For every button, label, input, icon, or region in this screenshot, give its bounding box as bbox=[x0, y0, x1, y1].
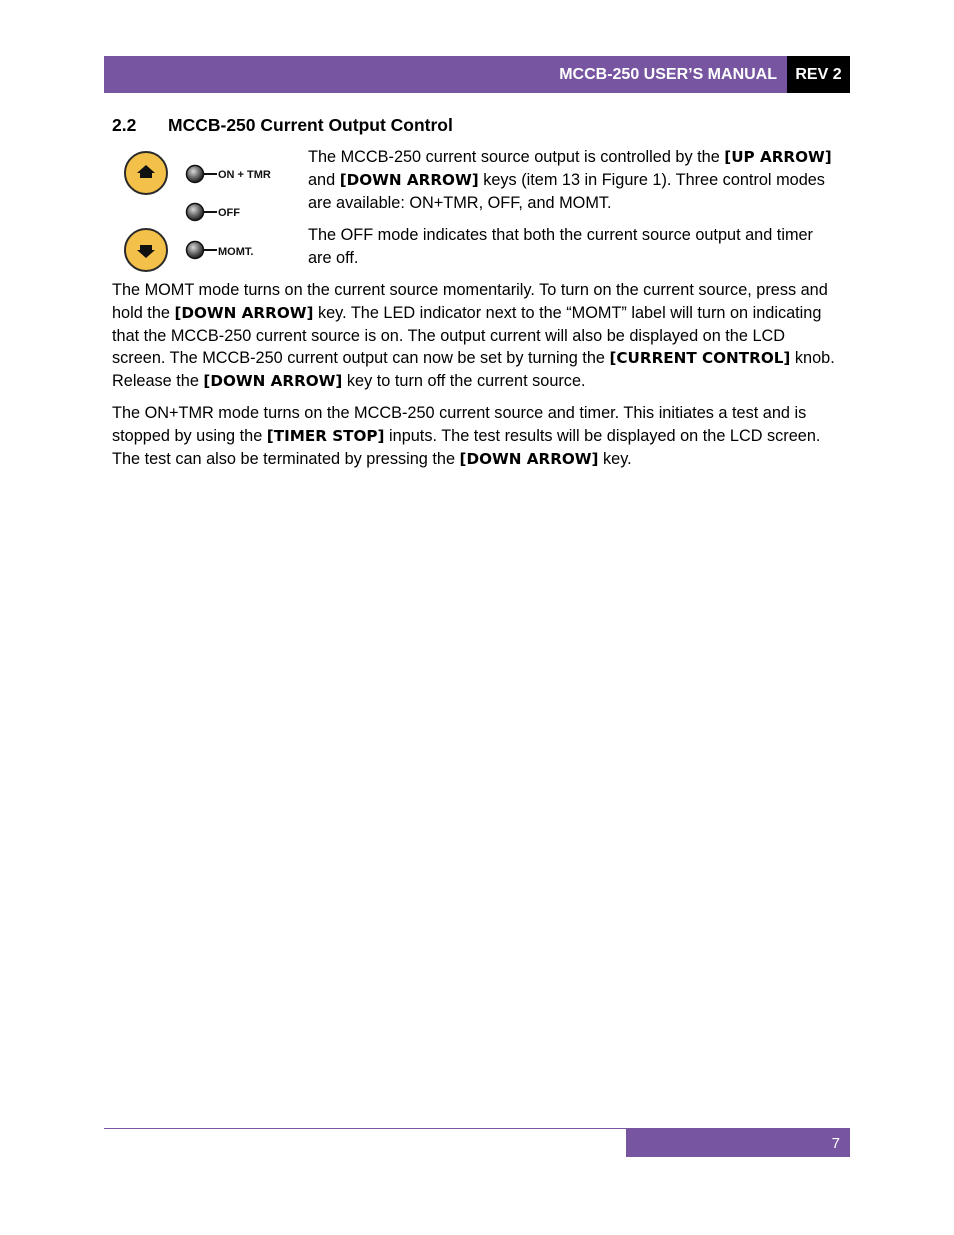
key-down-arrow: [DOWN ARROW] bbox=[339, 170, 479, 189]
footer-page-box bbox=[626, 1129, 850, 1157]
led-momt bbox=[187, 242, 254, 259]
main-text bbox=[112, 279, 842, 479]
key-current-control: [CURRENT CONTROL] bbox=[609, 349, 791, 368]
momt-paragraph: The MOMT mode turns on the current source momentarily. To turn on the current source, press and hold the [DOWN ARROW] key. The LED indicator next to the “MOMT” label will turn on indicating that the MCCB-250 current source is on. The output current will also be displayed on the LCD screen. The MCCB-250 current output can now be set by turning the [CURRENT CONTROL] knob. Release the [DOWN ARROW] key to turn off the current source. bbox=[112, 281, 835, 391]
key-up-arrow: [UP ARROW] bbox=[724, 148, 832, 166]
header-title-bar bbox=[104, 56, 787, 93]
section-title: MCCB-250 Current Output Control bbox=[168, 115, 453, 135]
up-arrow-button bbox=[125, 152, 167, 194]
intro-text bbox=[308, 146, 838, 280]
down-arrow-button bbox=[125, 229, 167, 271]
key-down-arrow: [DOWN ARROW] bbox=[174, 303, 314, 322]
intro-paragraph-1: The MCCB-250 current source output is controlled by the [UP ARROW] and [DOWN ARROW] keys (item 13 in Figure 1). Three control modes are available: ON+TMR, OFF, and MOMT. bbox=[308, 148, 832, 212]
intro-paragraph-2: The OFF mode indicates that both the current source output and timer are off. bbox=[308, 226, 813, 268]
revision-label: REV 2 bbox=[795, 65, 842, 83]
header-revision bbox=[787, 56, 850, 93]
manual-title: MCCB-250 USER’S MANUAL bbox=[559, 65, 777, 83]
led-label-off: OFF bbox=[218, 207, 240, 219]
section-heading bbox=[112, 115, 453, 136]
page-number: 7 bbox=[831, 1134, 840, 1152]
ontmr-paragraph: The ON+TMR mode turns on the MCCB-250 current source and timer. This initiates a test and is stopped by using the [TIMER STOP] inputs. The test results will be displayed on the LCD screen. The test can also be terminated by pressing the [DOWN ARROW] key. bbox=[112, 403, 821, 468]
led-label-momt: MOMT. bbox=[218, 246, 254, 258]
led-on-tmr bbox=[187, 166, 271, 183]
led-off bbox=[187, 204, 241, 221]
key-down-arrow: [DOWN ARROW] bbox=[459, 449, 599, 468]
control-panel-figure bbox=[120, 146, 290, 276]
key-down-arrow: [DOWN ARROW] bbox=[203, 372, 343, 391]
key-timer-stop: [TIMER STOP] bbox=[266, 426, 385, 445]
led-label-on-tmr: ON + TMR bbox=[218, 169, 271, 181]
section-number: 2.2 bbox=[112, 115, 137, 135]
